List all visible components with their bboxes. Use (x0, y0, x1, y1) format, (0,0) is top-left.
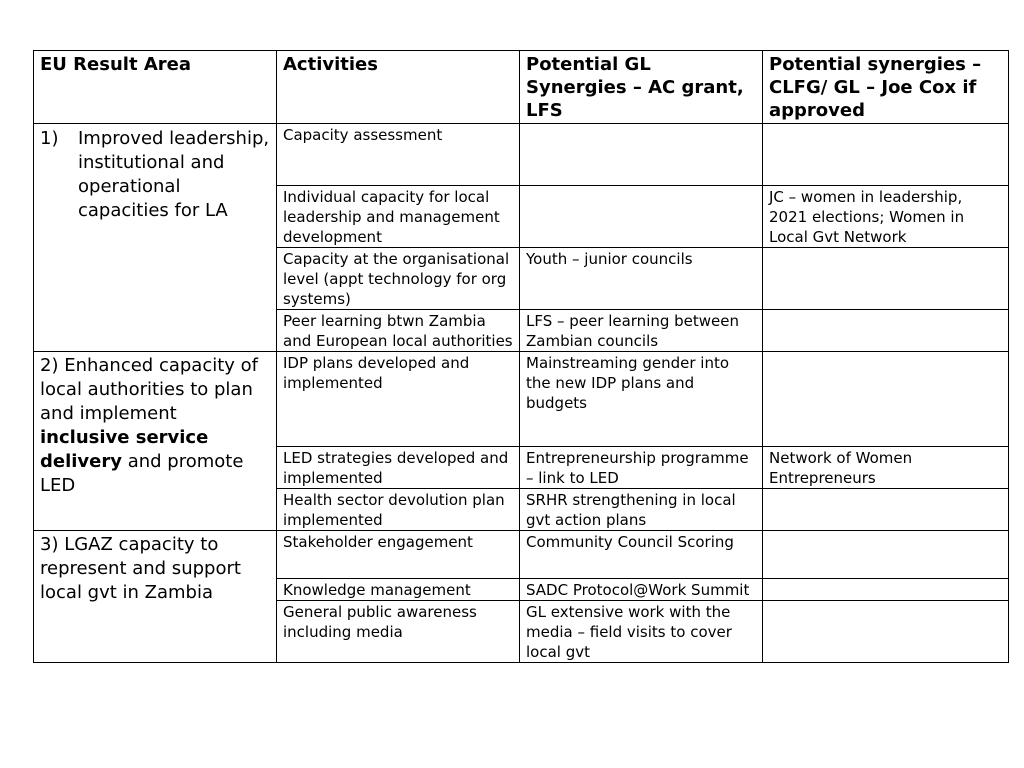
header-eu-result-area: EU Result Area (34, 51, 277, 124)
clfg-synergy-cell (763, 352, 1009, 447)
result-area-text-pre: Enhanced capacity of local authorities to plan and implement (40, 355, 259, 424)
activity-cell: Knowledge management (277, 579, 520, 601)
gl-synergy-cell: Youth – junior councils (520, 248, 763, 310)
activity-cell: LED strategies developed and implemented (277, 447, 520, 489)
table-row (34, 352, 1009, 447)
clfg-synergy-cell: Network of Women Entrepreneurs (763, 447, 1009, 489)
result-area-text: LGAZ capacity to represent and support local gvt in Zambia (40, 534, 241, 603)
gl-synergy-cell: SADC Protocol@Work Summit (520, 579, 763, 601)
result-area-text-post: and promote LED (40, 451, 244, 496)
header-gl-synergies: Potential GL Synergies – AC grant, LFS (520, 51, 763, 124)
gl-synergy-cell (520, 186, 763, 248)
gl-synergy-cell: LFS – peer learning between Zambian councils (520, 310, 763, 352)
header-activities: Activities (277, 51, 520, 124)
gl-synergy-cell: GL extensive work with the media – field visits to cover local gvt (520, 601, 763, 663)
header-clfg-synergies: Potential synergies – CLFG/ GL – Joe Cox if approved (763, 51, 1009, 124)
activity-cell: Peer learning btwn Zambia and European local authorities (277, 310, 520, 352)
activity-cell: General public awareness including media (277, 601, 520, 663)
table-row (34, 124, 1009, 186)
clfg-synergy-cell (763, 310, 1009, 352)
gl-synergy-cell: Entrepreneurship programme – link to LED (520, 447, 763, 489)
activity-cell: Individual capacity for local leadership and management development (277, 186, 520, 248)
header-row (34, 51, 1009, 124)
result-area-2 (34, 352, 277, 531)
result-area-number: 2) (40, 355, 59, 376)
table-row (34, 531, 1009, 579)
result-area-number: 3) (40, 534, 59, 555)
result-area-text-bold: inclusive service delivery (40, 427, 209, 472)
activity-cell: Health sector devolution plan implemented (277, 489, 520, 531)
result-area-number: 1) (40, 128, 59, 149)
gl-synergy-cell: Community Council Scoring (520, 531, 763, 579)
gl-synergy-cell (520, 124, 763, 186)
result-area-1 (34, 124, 277, 352)
gl-synergy-cell: Mainstreaming gender into the new IDP plans and budgets (520, 352, 763, 447)
clfg-synergy-cell (763, 248, 1009, 310)
activity-cell: Capacity assessment (277, 124, 520, 186)
synergies-table (33, 50, 1009, 663)
activity-cell: Stakeholder engagement (277, 531, 520, 579)
clfg-synergy-cell (763, 489, 1009, 531)
result-area-text: Improved leadership, institutional and operational capacities for LA (78, 128, 270, 221)
clfg-synergy-cell (763, 579, 1009, 601)
clfg-synergy-cell (763, 531, 1009, 579)
clfg-synergy-cell: JC – women in leadership, 2021 elections; Women in Local Gvt Network (763, 186, 1009, 248)
activity-cell: Capacity at the organisational level (appt technology for org systems) (277, 248, 520, 310)
result-area-3 (34, 531, 277, 663)
activity-cell: IDP plans developed and implemented (277, 352, 520, 447)
clfg-synergy-cell (763, 124, 1009, 186)
clfg-synergy-cell (763, 601, 1009, 663)
gl-synergy-cell: SRHR strengthening in local gvt action plans (520, 489, 763, 531)
